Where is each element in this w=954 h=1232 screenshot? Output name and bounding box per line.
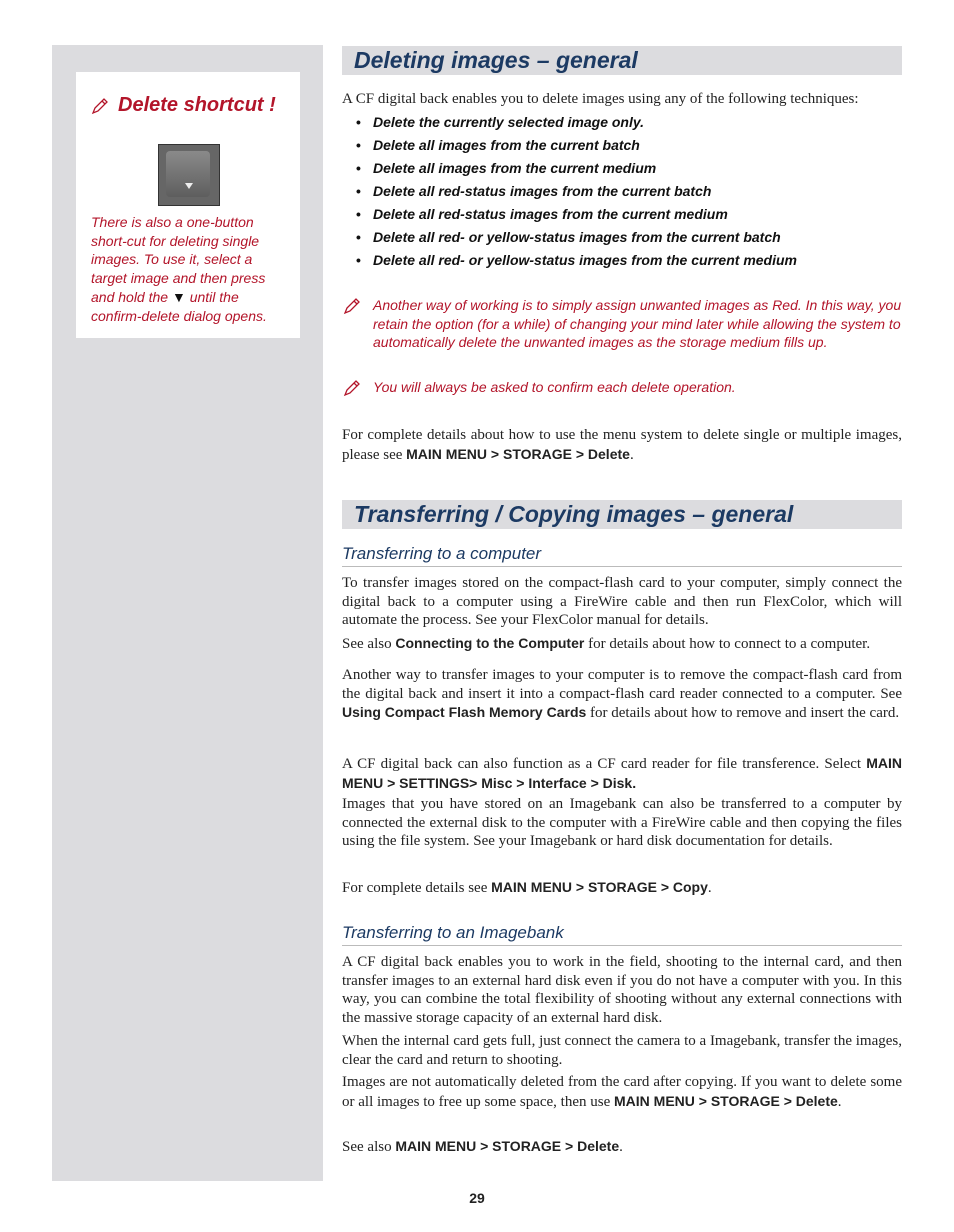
cross-reference: Using Compact Flash Memory Cards (342, 704, 587, 720)
imagebank-paragraph-1: A CF digital back enables you to work in the field, shooting to the internal card, and then transfer images to an external hard disk even if you do not have a computer with you. In this way, you can combine the total flexibility of shooting without any external connections with the massive storage capacity of an external hard disk. (342, 954, 902, 1026)
intro-paragraph: A CF digital back enables you to delete images using any of the following techniques: (342, 91, 859, 107)
cross-reference: Connecting to the Computer (395, 635, 585, 651)
imagebank-paragraph-4: See also MAIN MENU > STORAGE > Delete. (342, 1138, 623, 1155)
note-red-status: Another way of working is to simply assign unwanted images as Red. In this way, you retain the option (for a while) of changing your mind later while allowing the system to automatically delete the unwanted images as the storage medium fills up. (342, 296, 902, 352)
menu-path: MAIN MENU > STORAGE > Delete (406, 445, 630, 462)
tip-text: There is also a one-button short-cut for deleting single images. To use it, select a target image and then press and hold the ▼ until the confirm-delete dialog opens. (91, 214, 267, 324)
menu-path: MAIN MENU > STORAGE > Delete (614, 1092, 838, 1109)
computer-paragraph-2: See also Connecting to the Computer for details about how to connect to a computer. (342, 635, 871, 652)
page-number: 29 (469, 1190, 485, 1206)
menu-path: MAIN MENU > STORAGE > Copy (491, 879, 708, 895)
list-item: • Delete all red-status images from the current batch (342, 180, 902, 203)
menu-path: MAIN MENU > SETTINGS> Misc > Interface > Disk. (342, 755, 902, 791)
pencil-icon (342, 296, 362, 316)
list-item: • Delete all images from the current batch (342, 134, 902, 157)
tip-box (76, 72, 300, 338)
delete-techniques-list (342, 111, 902, 272)
computer-paragraph-6: For complete details see MAIN MENU > STORAGE > Copy. (342, 879, 712, 896)
pencil-icon (342, 378, 362, 398)
computer-paragraph-5: Images that you have stored on an Imagebank can also be transferred to a computer by connected the external disk to the computer with a FireWire cable and then copying the files using the file system. See your Imagebank or hard disk documentation for details. (342, 796, 902, 849)
delete-details-paragraph: For complete details about how to use the menu system to delete single or multiple images, please see MAIN MENU > STORAGE > Delete. (342, 427, 902, 463)
tip-title: Delete shortcut ! (90, 94, 276, 117)
down-triangle-icon: ▼ (171, 288, 186, 305)
subheading-imagebank: Transferring to an Imagebank (342, 923, 902, 946)
list-item: • Delete all red- or yellow-status images from the current batch (342, 226, 902, 249)
menu-path: MAIN MENU > STORAGE > Delete (395, 1138, 620, 1154)
subheading-computer: Transferring to a computer (342, 544, 902, 567)
computer-paragraph-3: Another way to transfer images to your computer is to remove the compact-flash card from the digital back and insert it into a compact-flash card reader connected to a computer. See Using Compact Flash Memory Cards for details about how to remove and insert the card. (342, 667, 902, 721)
note-confirm: You will always be asked to confirm each delete operation. (342, 378, 902, 398)
list-item: • Delete all images from the current medium (342, 157, 902, 180)
pencil-icon (90, 96, 110, 116)
list-item: • Delete all red-status images from the current medium (342, 203, 902, 226)
computer-paragraph-1: To transfer images stored on the compact-flash card to your computer, simply connect the digital back to a computer using a FireWire cable and then run FlexColor, which will automate the process. See your FlexColor manual for details. (342, 575, 902, 628)
list-item: • Delete all red- or yellow-status images from the current medium (342, 249, 902, 272)
imagebank-paragraph-3: Images are not automatically deleted from the card after copying. If you want to delete some or all images to free up some space, then use MAIN MENU > STORAGE > Delete. (342, 1074, 902, 1110)
computer-paragraph-4: A CF digital back can also function as a CF card reader for file transference. Select MAIN MENU > SETTINGS> Misc > Interface > Disk. (342, 755, 902, 791)
section-heading-deleting: Deleting images – general (342, 46, 902, 75)
imagebank-paragraph-2: When the internal card gets full, just connect the camera to a Imagebank, transfer the images, clear the card and return to shooting. (342, 1033, 902, 1068)
list-item: • Delete the currently selected image only. (342, 111, 902, 134)
delete-button-photo (158, 144, 220, 206)
section-heading-transferring: Transferring / Copying images – general (342, 500, 902, 529)
